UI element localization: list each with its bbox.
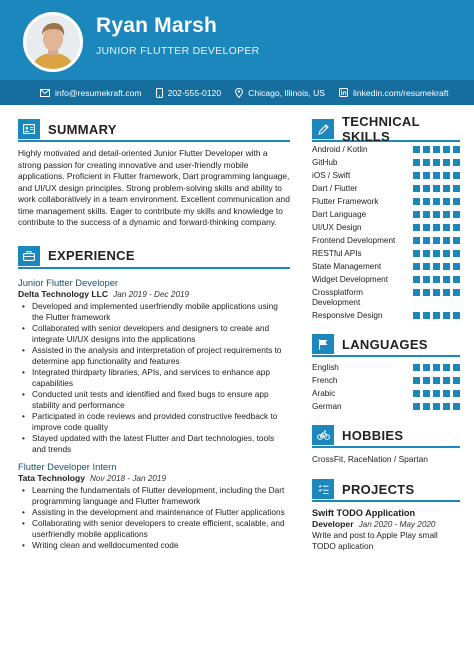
- contact-email[interactable]: [40, 88, 142, 98]
- avatar: [23, 12, 83, 72]
- rating-dot: [443, 146, 450, 153]
- rating-dots: [413, 275, 460, 283]
- job-bullet: • Participated in code reviews and provided constructive feedback to improve code quality: [18, 411, 290, 433]
- rating-row: [312, 249, 460, 259]
- rating-dot: [433, 263, 440, 270]
- rating-dot: [413, 172, 420, 179]
- phone-icon: [156, 88, 163, 98]
- rating-row: [312, 311, 460, 321]
- rating-dots: [413, 210, 460, 218]
- rating-dot: [453, 289, 460, 296]
- rating-dot: [413, 250, 420, 257]
- job-bullet: • Learning the fundamentals of Flutter development, including the Dart programming language and Flutter framework: [18, 485, 290, 507]
- rating-dot: [413, 276, 420, 283]
- rating-row: [312, 158, 460, 168]
- left-column: [18, 120, 290, 551]
- rating-dot: [433, 390, 440, 397]
- rating-dot: [443, 198, 450, 205]
- rating-dots: [413, 376, 460, 384]
- hobbies-text: CrossFit, RaceNation / Spartan: [312, 454, 428, 464]
- rating-label: iOS / Swift: [312, 171, 351, 180]
- linkedin-icon: [339, 88, 348, 97]
- rating-dot: [433, 224, 440, 231]
- job-bullet: • Writing clean and welldocumented code: [18, 540, 290, 551]
- rating-dots: [413, 158, 460, 166]
- job-bullet: • Assisting in the development and maintenance of Flutter applications: [18, 507, 290, 518]
- rating-dot: [443, 237, 450, 244]
- rating-dot: [433, 159, 440, 166]
- rating-row: [312, 145, 460, 155]
- rating-dot: [443, 263, 450, 270]
- job-bullet: • Stayed updated with the latest Flutter and Dart technologies, tools and trends: [18, 433, 290, 455]
- rating-label: Responsive Design: [312, 311, 383, 320]
- rating-dot: [433, 250, 440, 257]
- rating-label: UI/UX Design: [312, 223, 362, 232]
- rating-label: GitHub: [312, 158, 338, 167]
- rating-dot: [453, 172, 460, 179]
- rating-dot: [443, 364, 450, 371]
- project-item: [312, 508, 460, 552]
- rating-row: [312, 389, 460, 399]
- contact-phone-text: 202-555-0120: [167, 87, 222, 98]
- rating-dot: [453, 146, 460, 153]
- rating-dot: [413, 146, 420, 153]
- rating-dot: [443, 211, 450, 218]
- rating-dots: [413, 145, 460, 153]
- rating-dot: [423, 250, 430, 257]
- rating-dot: [423, 159, 430, 166]
- rating-dot: [453, 250, 460, 257]
- rating-dot: [433, 185, 440, 192]
- languages-title: LANGUAGES: [342, 336, 428, 352]
- id-card-icon: [18, 119, 40, 139]
- rating-label: Dart Language: [312, 210, 367, 219]
- projects-title: PROJECTS: [342, 481, 415, 497]
- rating-dots: [413, 402, 460, 410]
- rating-dot: [413, 185, 420, 192]
- rating-label: Android / Kotlin: [312, 145, 368, 154]
- candidate-role: JUNIOR FLUTTER DEVELOPER: [96, 45, 260, 57]
- project-description: Write and post to Apple Play small TODO aplication: [312, 530, 438, 551]
- rating-label: Widget Development: [312, 275, 388, 284]
- rating-dot: [433, 364, 440, 371]
- skills-title: TECHNICAL SKILLS: [342, 114, 420, 144]
- project-meta: [312, 519, 460, 529]
- rating-dots: [413, 236, 460, 244]
- rating-row: [312, 184, 460, 194]
- rating-dot: [453, 211, 460, 218]
- experience-item: [18, 461, 290, 551]
- rating-dot: [453, 312, 460, 319]
- rating-dot: [443, 377, 450, 384]
- rating-dot: [443, 185, 450, 192]
- rating-dot: [453, 198, 460, 205]
- rating-row: [312, 376, 460, 386]
- rating-label: German: [312, 402, 342, 411]
- rating-dot: [413, 377, 420, 384]
- rating-dot: [443, 403, 450, 410]
- contact-bar: [0, 80, 474, 105]
- briefcase-icon: [18, 246, 40, 266]
- rating-label: Crossplatform Development: [312, 288, 363, 307]
- job-title: Flutter Developer Intern: [18, 460, 117, 472]
- rating-label: State Management: [312, 262, 382, 271]
- rating-dots: [413, 311, 460, 319]
- rating-dot: [423, 364, 430, 371]
- rating-label: RESTful APIs: [312, 249, 362, 258]
- rating-dot: [413, 289, 420, 296]
- languages-heading: [312, 335, 460, 357]
- summary-title: SUMMARY: [48, 121, 117, 137]
- rating-dot: [433, 172, 440, 179]
- hobbies-heading: [312, 426, 460, 448]
- rating-dot: [413, 263, 420, 270]
- job-dates: Jan 2019 - Dec 2019: [113, 289, 190, 299]
- rating-dot: [443, 250, 450, 257]
- rating-dot: [433, 312, 440, 319]
- rating-dot: [453, 185, 460, 192]
- rating-dot: [433, 276, 440, 283]
- job-company: Delta Technology LLC: [18, 288, 109, 299]
- rating-row: [312, 223, 460, 233]
- project-dates: Jan 2020 - May 2020: [358, 520, 436, 529]
- rating-label: French: [312, 376, 338, 385]
- rating-dots: [413, 262, 460, 270]
- rating-label: Dart / Flutter: [312, 184, 358, 193]
- rating-dot: [413, 403, 420, 410]
- rating-dot: [443, 224, 450, 231]
- rating-dot: [453, 364, 460, 371]
- rating-label: Arabic: [312, 389, 336, 398]
- rating-row: [312, 363, 460, 373]
- skills-list: [312, 145, 460, 321]
- rating-row: [312, 275, 460, 285]
- pen-icon: [312, 119, 334, 139]
- rating-dot: [413, 237, 420, 244]
- project-title: Swift TODO Application: [312, 508, 416, 518]
- rating-dot: [433, 211, 440, 218]
- project-role: Developer: [312, 519, 354, 529]
- rating-dots: [413, 184, 460, 192]
- job-bullet: • Collaborating with senior developers to create efficient, scalable, and userfriendly mobile applications: [18, 518, 290, 540]
- rating-dot: [453, 377, 460, 384]
- rating-dot: [423, 403, 430, 410]
- rating-dot: [423, 276, 430, 283]
- candidate-name: Ryan Marsh: [96, 14, 218, 37]
- job-bullet: • Conducted unit tests and identified and fixed bugs to ensure app stability and performance: [18, 389, 290, 411]
- profile-photo: [26, 15, 80, 69]
- rating-row: [312, 210, 460, 220]
- rating-label: Flutter Framework: [312, 197, 379, 206]
- rating-dot: [453, 390, 460, 397]
- map-pin-icon: [235, 88, 243, 98]
- rating-dot: [423, 198, 430, 205]
- rating-dot: [423, 390, 430, 397]
- rating-dot: [443, 172, 450, 179]
- job-bullet: • Assisted in the analysis and interpretation of project requirements to determine app functionality and features: [18, 345, 290, 367]
- rating-dot: [443, 159, 450, 166]
- job-bullet: • Developed and implemented userfriendly mobile applications using the Flutter framework: [18, 301, 290, 323]
- contact-linkedin-text: linkedin.com/resumekraft: [353, 87, 449, 98]
- experience-item: [18, 277, 290, 455]
- rating-row: [312, 236, 460, 246]
- checklist-icon: [312, 479, 334, 499]
- rating-dots: [413, 389, 460, 397]
- rating-dot: [423, 185, 430, 192]
- rating-row: [312, 171, 460, 181]
- rating-dot: [413, 390, 420, 397]
- rating-dot: [443, 289, 450, 296]
- rating-row: [312, 197, 460, 207]
- rating-dot: [423, 172, 430, 179]
- rating-dot: [443, 312, 450, 319]
- rating-dot: [413, 364, 420, 371]
- rating-dots: [413, 288, 460, 296]
- rating-dot: [423, 146, 430, 153]
- rating-dot: [443, 276, 450, 283]
- rating-dot: [453, 224, 460, 231]
- skills-heading: [312, 114, 460, 144]
- flag-icon: [312, 334, 334, 354]
- job-company: Tata Technology: [18, 472, 86, 483]
- rating-dots: [413, 171, 460, 179]
- rating-label: English: [312, 363, 339, 372]
- rating-row: [312, 402, 460, 412]
- rating-dot: [413, 224, 420, 231]
- job-bullets: [18, 301, 290, 455]
- rating-dot: [423, 377, 430, 384]
- rating-dot: [433, 289, 440, 296]
- rating-dot: [433, 377, 440, 384]
- job-dates: Nov 2018 - Jan 2019: [90, 473, 167, 483]
- contact-linkedin[interactable]: [339, 88, 449, 98]
- job-title: Junior Flutter Developer: [18, 276, 119, 288]
- rating-dot: [423, 263, 430, 270]
- rating-dot: [413, 198, 420, 205]
- summary-heading: [18, 120, 290, 142]
- contact-email-text: info@resumekraft.com: [55, 87, 142, 98]
- rating-dots: [413, 223, 460, 231]
- rating-dot: [453, 276, 460, 283]
- hobbies-title: HOBBIES: [342, 427, 404, 443]
- rating-dots: [413, 197, 460, 205]
- rating-dot: [443, 390, 450, 397]
- rating-row: [312, 288, 460, 308]
- rating-dot: [453, 263, 460, 270]
- rating-dot: [413, 159, 420, 166]
- rating-label: Frontend Development: [312, 236, 396, 245]
- rating-row: [312, 262, 460, 272]
- rating-dot: [423, 224, 430, 231]
- job-bullet: • Integrated thirdparty libraries, APIs, and services to enhance app capabilities: [18, 367, 290, 389]
- resume-header: [0, 0, 474, 80]
- rating-dot: [413, 312, 420, 319]
- rating-dot: [453, 159, 460, 166]
- projects-heading: [312, 480, 460, 502]
- experience-heading: [18, 247, 290, 269]
- bike-icon: [312, 425, 334, 445]
- job-meta: [18, 473, 290, 483]
- rating-dot: [433, 237, 440, 244]
- summary-text: Highly motivated and detail-oriented Junior Flutter Developer with a strong passion for creating innovative and user-friendly mobile applications. Proficient in Flutter framework, Dart programming language, and UI/UX design principles. Strong problem-solving skills and ability to work collaboratively in a team environment. Excellent communication and time management skills. Eager to contribute my skills and knowledge to contribute to the success of a dynamic and forward-thinking company.: [18, 148, 290, 227]
- job-bullet: • Collaborated with senior developers and designers to create and integrate UI/UX designs into the applications: [18, 323, 290, 345]
- rating-dot: [423, 237, 430, 244]
- contact-location: [235, 88, 325, 98]
- right-column: [312, 114, 460, 552]
- envelope-icon: [40, 89, 50, 97]
- rating-dot: [453, 237, 460, 244]
- job-meta: [18, 289, 290, 299]
- rating-dot: [433, 403, 440, 410]
- rating-dot: [423, 289, 430, 296]
- rating-dot: [433, 198, 440, 205]
- rating-dot: [423, 211, 430, 218]
- contact-location-text: Chicago, Illinois, US: [248, 87, 326, 98]
- rating-dots: [413, 249, 460, 257]
- rating-dot: [453, 403, 460, 410]
- rating-dot: [433, 146, 440, 153]
- languages-list: [312, 363, 460, 412]
- rating-dots: [413, 363, 460, 371]
- experience-title: EXPERIENCE: [48, 248, 135, 263]
- contact-phone[interactable]: [156, 88, 222, 98]
- rating-dot: [413, 211, 420, 218]
- job-bullets: [18, 485, 290, 551]
- rating-dot: [423, 312, 430, 319]
